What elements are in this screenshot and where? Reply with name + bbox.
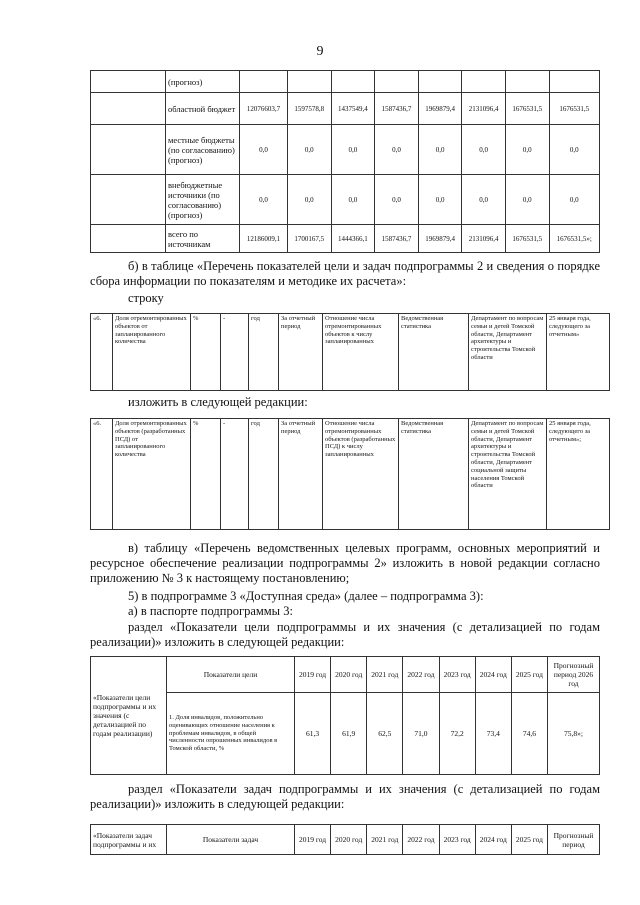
table-row xyxy=(91,314,610,391)
table-cell: 1676531,5»; xyxy=(549,225,599,253)
table-cell: 1587436,7 xyxy=(375,225,419,253)
table-cell: 12076603,7 xyxy=(240,93,288,125)
table-cell: 0,0 xyxy=(240,175,288,225)
table-cell: 1969879,4 xyxy=(418,93,462,125)
table-cell: Департамент по вопросам семьи и детей Томской области, Департамент архитектуры и строительства Томской области, Департамент социальной защиты населения Томской области xyxy=(469,419,547,530)
paragraph-r2: раздел «Показатели задач подпрограммы и их значения (с детализацией по годам реализации)» изложить в следующей редакции: xyxy=(90,782,600,811)
table-cell: 1587436,7 xyxy=(375,93,419,125)
table-cell: 0,0 xyxy=(549,175,599,225)
table-cell: За отчетный период xyxy=(279,419,323,530)
table-cell xyxy=(91,93,166,125)
table-cell xyxy=(91,175,166,225)
table-row xyxy=(91,657,600,693)
table-cell: 0,0 xyxy=(331,175,375,225)
izlozhit-1: изложить в следующей редакции: xyxy=(128,395,308,409)
table-cell: Департамент по вопросам семьи и детей Томской области, Департамент архитектуры и строительства Томской области xyxy=(469,314,547,391)
table-cell xyxy=(331,71,375,93)
table-cell: 1700167,5 xyxy=(287,225,331,253)
table-cell: Доля отремонтированных объектов от запланированного количества xyxy=(113,314,191,391)
table-cell: 0,0 xyxy=(549,125,599,175)
table-cell xyxy=(240,71,288,93)
table-cell: 71,0 xyxy=(403,693,439,775)
table-cell xyxy=(91,125,166,175)
table-cell: 0,0 xyxy=(462,125,506,175)
table-cell: «Показатели цели подпрограммы и их значения (с детализацией по годам реализации) xyxy=(91,657,167,775)
table-cell: местные бюджеты (по согласованию) (прогноз) xyxy=(166,125,240,175)
table-cell: 1969879,4 xyxy=(418,225,462,253)
table-cell xyxy=(91,71,166,93)
table-cell: 25 января года, следующего за отчетным»; xyxy=(547,419,610,530)
table-cell: За отчетный период xyxy=(279,314,323,391)
old-row-table xyxy=(90,313,610,391)
table-cell: 0,0 xyxy=(462,175,506,225)
table-row xyxy=(91,225,600,253)
table-cell: 2023 год xyxy=(439,657,475,693)
table-cell: 1437549,4 xyxy=(331,93,375,125)
table-cell: 2025 год xyxy=(511,825,547,855)
table-cell xyxy=(549,71,599,93)
table-cell: 2024 год xyxy=(475,825,511,855)
table-row xyxy=(91,175,600,225)
table-cell: (прогноз) xyxy=(166,71,240,93)
table-cell: 1676531,5 xyxy=(505,93,549,125)
table-cell: 2131096,4 xyxy=(462,225,506,253)
table-cell: 75,8»; xyxy=(548,693,600,775)
table-cell: 25 января года, следующего за отчетным» xyxy=(547,314,610,391)
table-cell: - xyxy=(221,419,249,530)
table-cell: Отношение числа отремонтированных объектов (разработанных ПСД) к числу запланированных xyxy=(323,419,399,530)
table-cell: Ведомственная статистика xyxy=(399,314,469,391)
table-cell: 2020 год xyxy=(331,657,367,693)
table-cell: 2023 год xyxy=(439,825,475,855)
table-cell: 72,2 xyxy=(439,693,475,775)
table-cell: - xyxy=(221,314,249,391)
table-cell: «Показатели задач подпрограммы и их xyxy=(91,825,167,855)
paragraph-v: в) таблицу «Перечень ведомственных целевых программ, основных мероприятий и ресурсное обеспечение реализации подпрограммы 2» изложить в новой редакции согласно приложению № 3 к настоящему постановлению; xyxy=(90,541,600,585)
table-cell: областной бюджет xyxy=(166,93,240,125)
table-cell: «6. xyxy=(91,419,113,530)
new-row-table xyxy=(90,418,610,530)
table-cell: 2131096,4 xyxy=(462,93,506,125)
table-cell: 2022 год xyxy=(403,657,439,693)
paragraph-r1: раздел «Показатели цели подпрограммы и их значения (с детализацией по годам реализации)» изложить в следующей редакции: xyxy=(90,620,600,649)
table-cell: 73,4 xyxy=(475,693,511,775)
financing-table xyxy=(90,70,600,253)
table-cell: Отношение числа отремонтированных объектов к числу запланированных xyxy=(323,314,399,391)
table-cell: % xyxy=(191,419,221,530)
table-cell: % xyxy=(191,314,221,391)
item-a: а) в паспорте подпрограммы 3: xyxy=(128,604,293,618)
table-cell: 2019 год xyxy=(295,657,331,693)
table-cell xyxy=(375,71,419,93)
table-cell: 74,6 xyxy=(511,693,547,775)
table-cell: внебюджетные источники (по согласованию) (прогноз) xyxy=(166,175,240,225)
table-cell: Доля отремонтированных объектов (разработанных ПСД) от запланированного количества xyxy=(113,419,191,530)
table-cell: 1. Доля инвалидов, положительно оценивающих отношение населения к проблемам инвалидов, в общей численности опрошенных инвалидов в Томской области, % xyxy=(167,693,295,775)
table-cell: 61,3 xyxy=(295,693,331,775)
table-cell xyxy=(418,71,462,93)
table-cell: 0,0 xyxy=(418,175,462,225)
table-cell: 62,5 xyxy=(367,693,403,775)
table-cell: 2022 год xyxy=(403,825,439,855)
paragraph-b: б) в таблице «Перечень показателей цели и задач подпрограммы 2 и сведения о порядке сбора информации по показателям и методике их расчета»: xyxy=(90,259,600,288)
table-cell: «6. xyxy=(91,314,113,391)
table-cell: 0,0 xyxy=(375,125,419,175)
table-cell xyxy=(91,225,166,253)
table-cell: 2021 год xyxy=(367,825,403,855)
table-cell: 0,0 xyxy=(287,125,331,175)
table-cell: год xyxy=(249,314,279,391)
task-indicators-table xyxy=(90,824,600,855)
table-cell: 0,0 xyxy=(240,125,288,175)
table-cell: 2019 год xyxy=(295,825,331,855)
table-cell: 1676531,5 xyxy=(505,225,549,253)
table-cell: 2024 год xyxy=(475,657,511,693)
table-cell xyxy=(287,71,331,93)
table-cell: 0,0 xyxy=(287,175,331,225)
table-cell xyxy=(505,71,549,93)
table-cell: Прогнозный период 2026 год xyxy=(548,657,600,693)
table-row xyxy=(91,419,610,530)
table-cell: 0,0 xyxy=(505,175,549,225)
word-stroku: строку xyxy=(128,291,164,305)
table-row xyxy=(91,825,600,855)
table-row xyxy=(91,93,600,125)
table-cell xyxy=(462,71,506,93)
table-cell: 1597578,8 xyxy=(287,93,331,125)
table-cell: 0,0 xyxy=(505,125,549,175)
table-cell: Прогнозный период xyxy=(548,825,600,855)
table-cell: всего по источникам xyxy=(166,225,240,253)
table-cell: Показатели цели xyxy=(167,657,295,693)
table-cell: 0,0 xyxy=(418,125,462,175)
table-cell: 12186009,1 xyxy=(240,225,288,253)
table-cell: 0,0 xyxy=(331,125,375,175)
table-row xyxy=(91,71,600,93)
table-cell: 2021 год xyxy=(367,657,403,693)
table-cell: Показатели задач xyxy=(167,825,295,855)
table-cell: 61,9 xyxy=(331,693,367,775)
table-cell: 1444366,1 xyxy=(331,225,375,253)
page-number: 9 xyxy=(316,44,324,59)
table-cell: 2025 год xyxy=(511,657,547,693)
table-row xyxy=(91,693,600,775)
table-cell: Ведомственная статистика xyxy=(399,419,469,530)
table-row xyxy=(91,125,600,175)
table-cell: 1676531,5 xyxy=(549,93,599,125)
item-5: 5) в подпрограмме 3 «Доступная среда» (далее – подпрограмма 3): xyxy=(128,589,484,603)
table-cell: 2020 год xyxy=(331,825,367,855)
table-cell: 0,0 xyxy=(375,175,419,225)
goal-indicators-table xyxy=(90,656,600,775)
table-cell: год xyxy=(249,419,279,530)
